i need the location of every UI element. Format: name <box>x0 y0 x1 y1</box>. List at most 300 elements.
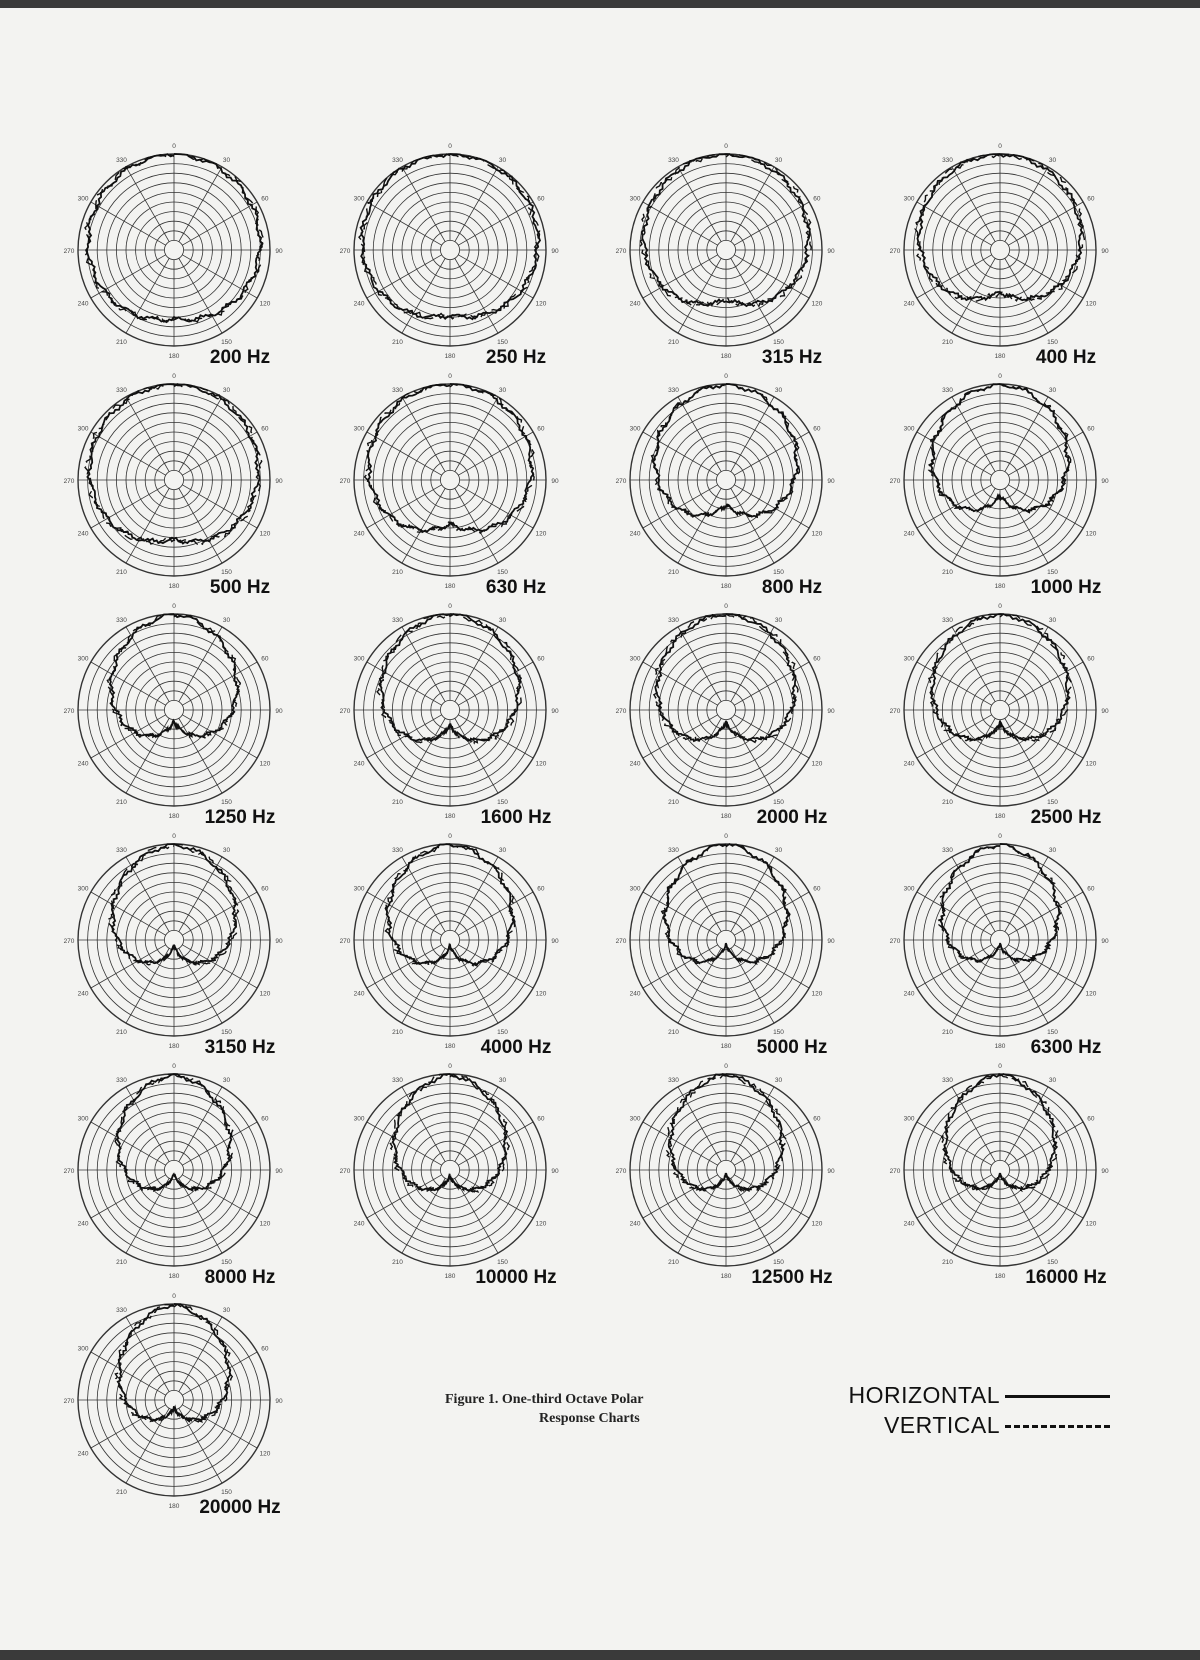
angle-tick-label: 0 <box>172 1293 176 1300</box>
angle-tick-label: 210 <box>942 1258 953 1266</box>
angle-tick-label: 210 <box>116 1258 127 1266</box>
angle-tick-label: 150 <box>221 1488 232 1496</box>
polar-chart <box>64 373 283 598</box>
angle-tick-label: 210 <box>668 1028 679 1036</box>
angle-tick-label: 60 <box>1087 885 1095 893</box>
angle-tick-label: 30 <box>222 387 231 395</box>
polar-chart <box>64 833 283 1058</box>
angle-tick-label: 60 <box>1087 425 1095 433</box>
angle-tick-label: 240 <box>903 990 915 998</box>
angle-tick-label: 180 <box>168 1503 180 1510</box>
frequency-label: 3150 Hz <box>204 1037 276 1058</box>
polar-chart <box>340 373 559 598</box>
angle-tick-label: 300 <box>903 655 915 663</box>
angle-tick-label: 90 <box>1101 708 1109 715</box>
angle-tick-label: 150 <box>497 1028 508 1036</box>
angle-tick-label: 120 <box>1085 530 1097 538</box>
angle-tick-label: 210 <box>942 1028 953 1036</box>
frequency-label: 20000 Hz <box>199 1497 281 1518</box>
angle-tick-label: 60 <box>1087 195 1095 203</box>
angle-tick-label: 60 <box>813 885 821 893</box>
angle-tick-label: 0 <box>172 373 176 380</box>
legend-horizontal-label: HORIZONTAL <box>848 1382 1000 1408</box>
angle-tick-label: 120 <box>535 1220 547 1228</box>
angle-tick-label: 120 <box>1085 990 1097 998</box>
angle-tick-label: 210 <box>392 1258 403 1266</box>
angle-tick-label: 300 <box>903 425 915 433</box>
frequency-label: 2500 Hz <box>1030 807 1102 828</box>
angle-tick-label: 210 <box>668 338 679 346</box>
angle-tick-label: 270 <box>63 248 75 255</box>
angle-tick-label: 150 <box>773 1028 784 1036</box>
angle-tick-label: 120 <box>811 300 823 308</box>
polar-chart <box>340 833 559 1058</box>
polar-chart <box>64 1293 283 1518</box>
angle-tick-label: 300 <box>353 425 365 433</box>
angle-tick-label: 330 <box>392 617 403 625</box>
angle-tick-label: 270 <box>63 938 75 945</box>
angle-tick-label: 0 <box>448 373 452 380</box>
angle-tick-label: 120 <box>535 760 547 768</box>
angle-tick-label: 210 <box>116 568 127 576</box>
angle-tick-label: 30 <box>1048 157 1057 165</box>
angle-tick-label: 150 <box>773 338 784 346</box>
angle-tick-label: 60 <box>813 195 821 203</box>
angle-tick-label: 270 <box>339 248 351 255</box>
angle-tick-label: 0 <box>172 833 176 840</box>
legend-vertical-label: VERTICAL <box>883 1412 1000 1438</box>
angle-tick-label: 210 <box>116 798 127 806</box>
angle-tick-label: 180 <box>720 583 732 590</box>
angle-tick-label: 210 <box>942 798 953 806</box>
angle-tick-label: 300 <box>77 195 89 203</box>
angle-tick-label: 150 <box>773 798 784 806</box>
legend-solid-line <box>1005 1395 1110 1398</box>
angle-tick-label: 330 <box>668 387 679 395</box>
polar-chart <box>64 603 283 828</box>
angle-tick-label: 150 <box>1047 1028 1058 1036</box>
angle-tick-label: 30 <box>222 617 231 625</box>
angle-tick-label: 60 <box>261 425 269 433</box>
angle-tick-label: 270 <box>63 1168 75 1175</box>
angle-tick-label: 60 <box>813 655 821 663</box>
frequency-label: 1250 Hz <box>204 807 276 828</box>
angle-tick-label: 300 <box>77 425 89 433</box>
angle-tick-label: 180 <box>994 1043 1006 1050</box>
angle-tick-label: 90 <box>827 938 835 945</box>
angle-tick-label: 180 <box>444 813 456 820</box>
angle-tick-label: 300 <box>77 655 89 663</box>
angle-tick-label: 30 <box>1048 387 1057 395</box>
angle-tick-label: 240 <box>629 530 641 538</box>
angle-tick-label: 30 <box>222 847 231 855</box>
angle-tick-label: 300 <box>629 655 641 663</box>
angle-tick-label: 300 <box>629 1115 641 1123</box>
angle-tick-label: 180 <box>720 1273 732 1280</box>
angle-tick-label: 60 <box>813 425 821 433</box>
angle-tick-label: 0 <box>172 603 176 610</box>
angle-tick-label: 60 <box>1087 1115 1095 1123</box>
angle-tick-label: 90 <box>275 1398 283 1405</box>
angle-tick-label: 180 <box>994 813 1006 820</box>
angle-tick-label: 90 <box>551 1168 559 1175</box>
polar-chart <box>616 603 835 828</box>
angle-tick-label: 330 <box>116 617 127 625</box>
angle-tick-label: 300 <box>353 1115 365 1123</box>
angle-tick-label: 60 <box>537 885 545 893</box>
angle-tick-label: 30 <box>498 387 507 395</box>
angle-tick-label: 180 <box>444 583 456 590</box>
angle-tick-label: 300 <box>903 1115 915 1123</box>
angle-tick-label: 210 <box>942 568 953 576</box>
angle-tick-label: 0 <box>998 143 1002 150</box>
angle-tick-label: 60 <box>261 885 269 893</box>
angle-tick-label: 210 <box>116 1488 127 1496</box>
legend <box>820 1382 1120 1442</box>
angle-tick-label: 300 <box>353 195 365 203</box>
polar-chart <box>340 143 559 368</box>
angle-tick-label: 240 <box>353 760 365 768</box>
angle-tick-label: 270 <box>339 1168 351 1175</box>
angle-tick-label: 240 <box>353 530 365 538</box>
angle-tick-label: 0 <box>724 1063 728 1070</box>
angle-tick-label: 300 <box>629 885 641 893</box>
polar-grid-ring <box>440 470 459 489</box>
angle-tick-label: 330 <box>116 1077 127 1085</box>
angle-tick-label: 90 <box>827 478 835 485</box>
polar-chart <box>890 1063 1109 1288</box>
angle-tick-label: 120 <box>259 760 271 768</box>
angle-tick-label: 330 <box>942 157 953 165</box>
angle-tick-label: 30 <box>774 617 783 625</box>
frequency-label: 400 Hz <box>1035 347 1097 368</box>
angle-tick-label: 90 <box>275 248 283 255</box>
frequency-label: 5000 Hz <box>756 1037 828 1058</box>
angle-tick-label: 270 <box>615 478 627 485</box>
angle-tick-label: 90 <box>1101 1168 1109 1175</box>
angle-tick-label: 0 <box>998 373 1002 380</box>
angle-tick-label: 270 <box>339 478 351 485</box>
angle-tick-label: 90 <box>1101 938 1109 945</box>
angle-tick-label: 270 <box>339 708 351 715</box>
angle-tick-label: 330 <box>668 617 679 625</box>
angle-tick-label: 180 <box>168 1043 180 1050</box>
angle-tick-label: 30 <box>498 617 507 625</box>
angle-tick-label: 330 <box>942 847 953 855</box>
angle-tick-label: 0 <box>998 833 1002 840</box>
angle-tick-label: 90 <box>551 938 559 945</box>
angle-tick-label: 90 <box>551 248 559 255</box>
polar-grid-ring <box>716 470 735 489</box>
angle-tick-label: 180 <box>444 1273 456 1280</box>
frequency-label: 315 Hz <box>761 347 823 368</box>
angle-tick-label: 0 <box>998 603 1002 610</box>
angle-tick-label: 60 <box>261 1115 269 1123</box>
angle-tick-label: 150 <box>1047 1258 1058 1266</box>
angle-tick-label: 240 <box>353 300 365 308</box>
angle-tick-label: 240 <box>77 530 89 538</box>
angle-tick-label: 330 <box>942 1077 953 1085</box>
angle-tick-label: 330 <box>668 847 679 855</box>
angle-tick-label: 150 <box>773 1258 784 1266</box>
angle-tick-label: 210 <box>392 1028 403 1036</box>
angle-tick-label: 270 <box>63 1398 75 1405</box>
angle-tick-label: 0 <box>448 143 452 150</box>
polar-chart <box>616 1063 835 1288</box>
angle-tick-label: 240 <box>353 1220 365 1228</box>
angle-tick-label: 0 <box>172 143 176 150</box>
angle-tick-label: 240 <box>77 760 89 768</box>
frequency-label: 10000 Hz <box>475 1267 557 1288</box>
polar-grid-ring <box>990 240 1009 259</box>
angle-tick-label: 120 <box>259 530 271 538</box>
angle-tick-label: 210 <box>116 1028 127 1036</box>
angle-tick-label: 60 <box>261 655 269 663</box>
angle-tick-label: 180 <box>994 353 1006 360</box>
angle-tick-label: 150 <box>221 798 232 806</box>
angle-tick-label: 270 <box>615 708 627 715</box>
angle-tick-label: 300 <box>629 425 641 433</box>
angle-tick-label: 240 <box>629 990 641 998</box>
polar-grid-ring <box>990 470 1009 489</box>
angle-tick-label: 0 <box>172 1063 176 1070</box>
angle-tick-label: 150 <box>221 338 232 346</box>
angle-tick-label: 210 <box>668 798 679 806</box>
angle-tick-label: 330 <box>116 387 127 395</box>
frequency-label: 630 Hz <box>485 577 547 598</box>
angle-tick-label: 0 <box>448 833 452 840</box>
angle-tick-label: 90 <box>1101 248 1109 255</box>
angle-tick-label: 300 <box>353 885 365 893</box>
angle-tick-label: 60 <box>1087 655 1095 663</box>
angle-tick-label: 120 <box>811 760 823 768</box>
angle-tick-label: 300 <box>77 885 89 893</box>
angle-tick-label: 90 <box>551 708 559 715</box>
angle-tick-label: 180 <box>720 353 732 360</box>
vertical-response-curve <box>85 384 262 544</box>
polar-grid-ring <box>440 240 459 259</box>
frequency-label: 2000 Hz <box>756 807 828 828</box>
frequency-label: 8000 Hz <box>204 1267 276 1288</box>
angle-tick-label: 60 <box>813 1115 821 1123</box>
angle-tick-label: 180 <box>444 353 456 360</box>
polar-chart <box>890 143 1109 368</box>
angle-tick-label: 120 <box>811 530 823 538</box>
angle-tick-label: 330 <box>942 387 953 395</box>
polar-grid-ring <box>164 700 183 719</box>
angle-tick-label: 270 <box>615 1168 627 1175</box>
frequency-label: 1000 Hz <box>1030 577 1102 598</box>
polar-chart <box>616 833 835 1058</box>
angle-tick-label: 240 <box>903 300 915 308</box>
angle-tick-label: 30 <box>498 157 507 165</box>
angle-tick-label: 90 <box>275 1168 283 1175</box>
frequency-label: 6300 Hz <box>1030 1037 1102 1058</box>
angle-tick-label: 30 <box>222 157 231 165</box>
frequency-label: 4000 Hz <box>480 1037 552 1058</box>
angle-tick-label: 30 <box>222 1077 231 1085</box>
angle-tick-label: 300 <box>353 655 365 663</box>
polar-grid-ring <box>990 700 1009 719</box>
angle-tick-label: 240 <box>629 760 641 768</box>
angle-tick-label: 330 <box>668 157 679 165</box>
angle-tick-label: 330 <box>116 157 127 165</box>
angle-tick-label: 150 <box>221 1028 232 1036</box>
angle-tick-label: 30 <box>498 1077 507 1085</box>
angle-tick-label: 210 <box>942 338 953 346</box>
angle-tick-label: 120 <box>259 300 271 308</box>
angle-tick-label: 30 <box>774 1077 783 1085</box>
polar-chart <box>890 833 1109 1058</box>
polar-chart <box>64 143 283 368</box>
angle-tick-label: 270 <box>889 248 901 255</box>
angle-tick-label: 30 <box>1048 847 1057 855</box>
polar-chart <box>340 1063 559 1288</box>
caption-line-2: Response Charts <box>539 1411 640 1426</box>
frequency-label: 250 Hz <box>485 347 547 368</box>
angle-tick-label: 150 <box>1047 338 1058 346</box>
angle-tick-label: 0 <box>448 603 452 610</box>
polar-grid-ring <box>716 700 735 719</box>
angle-tick-label: 30 <box>498 847 507 855</box>
angle-tick-label: 0 <box>998 1063 1002 1070</box>
angle-tick-label: 300 <box>77 1115 89 1123</box>
legend-dashed-line <box>1005 1425 1110 1428</box>
angle-tick-label: 180 <box>168 583 180 590</box>
angle-tick-label: 90 <box>827 708 835 715</box>
angle-tick-label: 60 <box>537 425 545 433</box>
angle-tick-label: 150 <box>773 568 784 576</box>
angle-tick-label: 150 <box>221 568 232 576</box>
angle-tick-label: 330 <box>942 617 953 625</box>
legend-row-vertical <box>820 1412 1120 1442</box>
angle-tick-label: 240 <box>77 990 89 998</box>
angle-tick-label: 150 <box>497 798 508 806</box>
angle-tick-label: 330 <box>116 1307 127 1315</box>
angle-tick-label: 150 <box>497 1258 508 1266</box>
angle-tick-label: 330 <box>392 1077 403 1085</box>
angle-tick-label: 240 <box>903 1220 915 1228</box>
angle-tick-label: 120 <box>811 1220 823 1228</box>
angle-tick-label: 330 <box>668 1077 679 1085</box>
angle-tick-label: 240 <box>77 1450 89 1458</box>
angle-tick-label: 120 <box>535 530 547 538</box>
angle-tick-label: 270 <box>889 708 901 715</box>
angle-tick-label: 270 <box>615 938 627 945</box>
angle-tick-label: 180 <box>720 1043 732 1050</box>
angle-tick-label: 60 <box>261 1345 269 1353</box>
angle-tick-label: 240 <box>903 530 915 538</box>
angle-tick-label: 150 <box>497 338 508 346</box>
angle-tick-label: 210 <box>392 798 403 806</box>
angle-tick-label: 240 <box>77 300 89 308</box>
angle-tick-label: 120 <box>259 1220 271 1228</box>
angle-tick-label: 120 <box>259 990 271 998</box>
angle-tick-label: 330 <box>392 847 403 855</box>
angle-tick-label: 30 <box>1048 617 1057 625</box>
polar-chart <box>64 1063 283 1288</box>
angle-tick-label: 60 <box>261 195 269 203</box>
frequency-label: 16000 Hz <box>1025 1267 1107 1288</box>
angle-tick-label: 300 <box>903 195 915 203</box>
angle-tick-label: 180 <box>994 583 1006 590</box>
angle-tick-label: 90 <box>827 248 835 255</box>
angle-tick-label: 30 <box>774 157 783 165</box>
angle-tick-label: 150 <box>497 568 508 576</box>
angle-tick-label: 60 <box>537 195 545 203</box>
angle-tick-label: 240 <box>629 1220 641 1228</box>
angle-tick-label: 330 <box>392 387 403 395</box>
angle-tick-label: 120 <box>1085 760 1097 768</box>
angle-tick-label: 90 <box>551 478 559 485</box>
scan-bottom-edge <box>0 1650 1200 1660</box>
angle-tick-label: 120 <box>1085 300 1097 308</box>
angle-tick-label: 60 <box>537 1115 545 1123</box>
angle-tick-label: 90 <box>275 708 283 715</box>
angle-tick-label: 180 <box>994 1273 1006 1280</box>
angle-tick-label: 150 <box>1047 568 1058 576</box>
polar-grid-ring <box>164 240 183 259</box>
caption-line-1: Figure 1. One-third Octave Polar <box>445 1392 644 1407</box>
angle-tick-label: 210 <box>668 1258 679 1266</box>
angle-tick-label: 270 <box>63 708 75 715</box>
angle-tick-label: 180 <box>444 1043 456 1050</box>
angle-tick-label: 180 <box>720 813 732 820</box>
angle-tick-label: 330 <box>116 847 127 855</box>
angle-tick-label: 120 <box>811 990 823 998</box>
angle-tick-label: 0 <box>724 373 728 380</box>
frequency-label: 800 Hz <box>761 577 823 598</box>
angle-tick-label: 270 <box>63 478 75 485</box>
angle-tick-label: 120 <box>259 1450 271 1458</box>
angle-tick-label: 0 <box>448 1063 452 1070</box>
polar-grid-ring <box>716 240 735 259</box>
angle-tick-label: 180 <box>168 353 180 360</box>
angle-tick-label: 210 <box>392 568 403 576</box>
legend-row-horizontal <box>820 1382 1120 1412</box>
angle-tick-label: 120 <box>535 990 547 998</box>
figure-caption <box>445 1390 705 1428</box>
polar-chart <box>890 603 1109 828</box>
angle-tick-label: 210 <box>116 338 127 346</box>
polar-chart <box>616 143 835 368</box>
polar-chart <box>616 373 835 598</box>
angle-tick-label: 210 <box>392 338 403 346</box>
angle-tick-label: 150 <box>1047 798 1058 806</box>
polar-grid-ring <box>164 470 183 489</box>
angle-tick-label: 90 <box>275 938 283 945</box>
angle-tick-label: 60 <box>537 655 545 663</box>
angle-tick-label: 240 <box>629 300 641 308</box>
angle-tick-label: 30 <box>1048 1077 1057 1085</box>
angle-tick-label: 300 <box>77 1345 89 1353</box>
angle-tick-label: 240 <box>77 1220 89 1228</box>
frequency-label: 200 Hz <box>209 347 271 368</box>
frequency-label: 1600 Hz <box>480 807 552 828</box>
angle-tick-label: 30 <box>774 847 783 855</box>
angle-tick-label: 30 <box>222 1307 231 1315</box>
angle-tick-label: 90 <box>275 478 283 485</box>
angle-tick-label: 240 <box>353 990 365 998</box>
polar-chart <box>340 603 559 828</box>
angle-tick-label: 270 <box>339 938 351 945</box>
angle-tick-label: 150 <box>221 1258 232 1266</box>
angle-tick-label: 0 <box>724 143 728 150</box>
angle-tick-label: 120 <box>535 300 547 308</box>
angle-tick-label: 270 <box>889 938 901 945</box>
angle-tick-label: 180 <box>168 1273 180 1280</box>
polar-chart <box>890 373 1109 598</box>
